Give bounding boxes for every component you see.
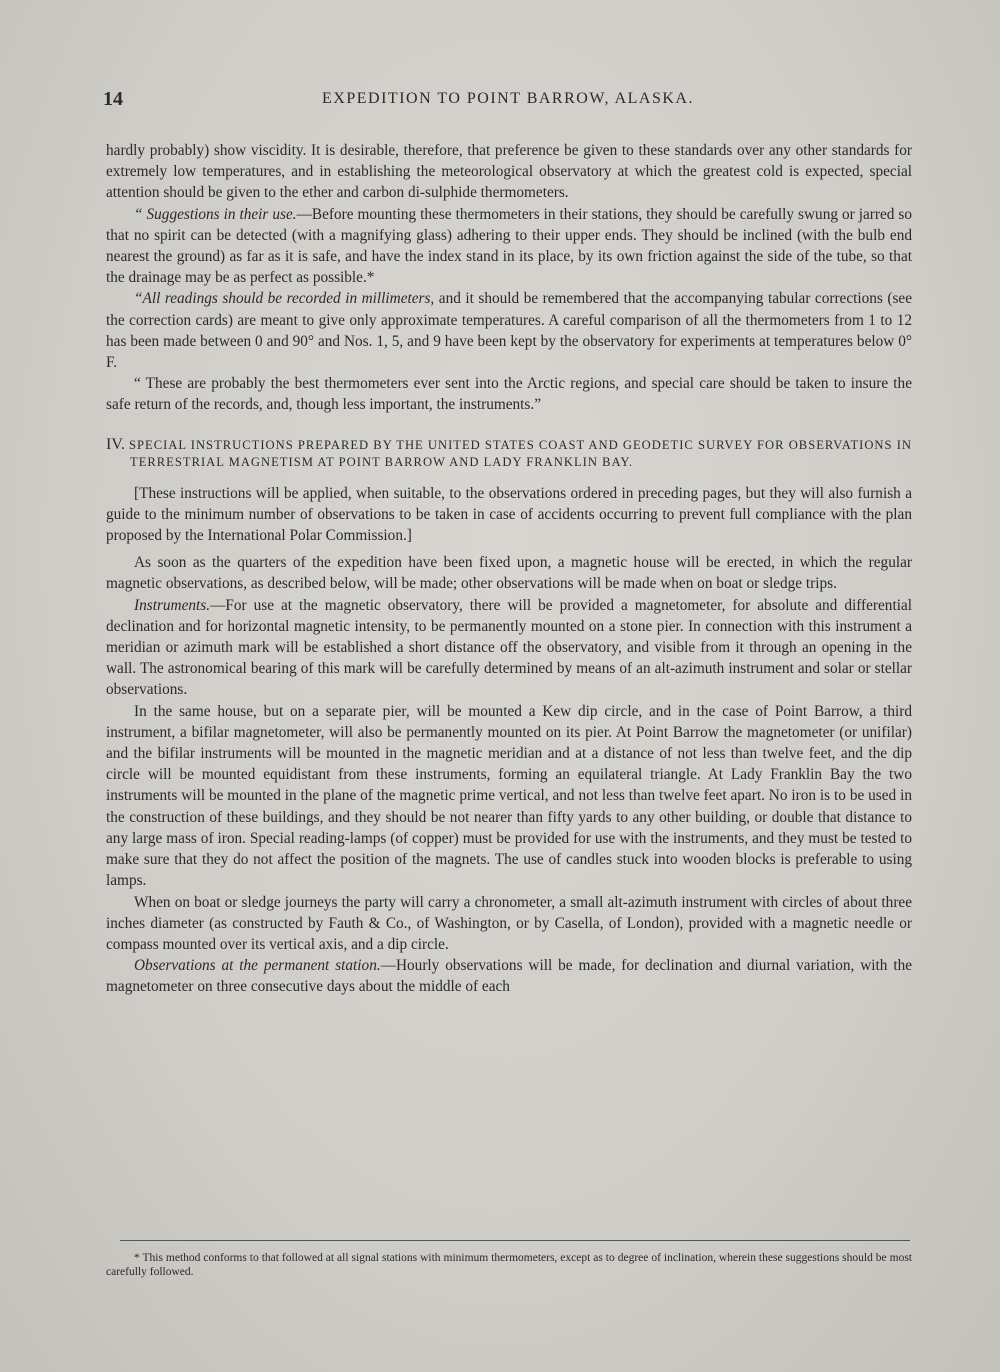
section-title: SPECIAL INSTRUCTIONS PREPARED BY THE UNITED STATES COAST AND GEODETIC SURVEY FOR OBSERVATIONS IN TERRESTRIAL MAGNETISM AT POINT BARROW AND LADY FRANKLIN BAY. [124,437,912,469]
section-heading [106,436,912,471]
footnote [106,1251,912,1279]
readings-heading: “All readings should be recorded in millimeters, [134,290,435,308]
paragraph-journeys: When on boat or sledge journeys the party will carry a chronometer, a small alt-azimuth instrument with circles of about three inches diameter (as constructed by Fauth & Co., of Washington, or by Casella, of London), provided with a magnetic needle or compass mounted over its vertical axis, and a dip circle. [106,893,912,953]
paragraph-suggestions [106,204,912,289]
footnote-divider [120,1240,910,1241]
readings-text: and it should be remembered that the accompanying tabular corrections (see the correction cards) are meant to give only approximate temperatures. A careful comparison of all the thermometers from 1 to 12 has been made between 0 and 90° and Nos. 1, 5, and 9 have been kept by the observatory for experiments at temperatures below 0° F. [106,290,913,372]
footnote-text: * This method conforms to that followed at all signal stations with minimum thermometers, except as to degree of inclination, wherein these suggestions should be most carefully followed. [106,1252,912,1278]
page-header [103,88,913,118]
instruments-heading: Instruments. [134,596,211,614]
paragraph-instruments [106,595,912,701]
paragraph-observations [106,955,912,997]
paragraph-viscidity: hardly probably) show viscidity. It is desirable, therefore, that preference be given to these standards over any other standards for extremely low temperatures, and in establishing the meteorological observatory at which the greatest cold is expected, special attention should be given to the ether and carbon di-sulphide thermometers. [106,142,912,202]
suggestions-text: —Before mounting these thermometers in their stations, they should be carefully swung or jarred so that no spirit can be detected (with a magnifying glass) adhering to their upper ends. They should be inclined (with the bulb end nearest the ground) as far as it is safe, and have the index stand in its place, by its own friction against the side of the tube, so that the drainage may be as perfect as possible.* [106,205,912,287]
page-number: 14 [103,88,123,110]
observations-heading: Observations at the permanent station. [134,957,381,975]
observations-text: —Hourly observations will be made, for declination and diurnal variation, with the magnetometer on three consecutive days about the middle of each [106,957,913,996]
suggestions-heading: “ Suggestions in their use. [134,205,297,223]
instruments-text: —For use at the magnetic observatory, there will be provided a magnetometer, for absolute and differential declination and for horizontal magnetic intensity, to be permanently mounted on a stone pier. In connection with this instrument a meridian or azimuth mark will be established a short distance off the observatory, and visible from it through an opening in the wall. The astronomical bearing of this mark will be carefully determined by means of an alt-azimuth instrument and solar or stellar observations. [106,596,912,699]
paragraph-magnetic-house: As soon as the quarters of the expedition have been fixed upon, a magnetic house will be erected, in which the regular magnetic observations, as described below, will be made; other observations will be made when on boat or sledge trips. [106,554,912,593]
body-text [106,140,912,998]
paragraph-readings [106,288,912,373]
running-head: EXPEDITION TO POINT BARROW, ALASKA. [322,90,694,107]
paragraph-dip-circle: In the same house, but on a separate pier, will be mounted a Kew dip circle, and in the case of Point Barrow, a third instrument, a bifilar magnetometer, will also be permanently mounted on its pier. At Point Barrow the magnetometer (or unifilar) and the bifilar instruments will be mounted in the magnetic meridian and at a distance of not less than twelve feet, and the dip circle will be mounted equidistant from these instruments, forming an equilateral triangle. At Lady Franklin Bay the two instruments will be mounted in the plane of the magnetic prime vertical, and not less than twelve feet apart. No iron is to be used in the construction of these buildings, and they should be not nearer than fifty yards to any other building, or double that distance to any large mass of iron. Special reading-lamps (of copper) must be provided for use with the instruments, and they must be tested to make sure that they do not affect the position of the magnets. The use of candles stuck into wooden blocks is preferable to using lamps. [106,702,912,890]
paragraph-instructions-note: [These instructions will be applied, when suitable, to the observations ordered in preceding pages, but they will also furnish a guide to the minimum number of observations to be taken in case of accidents occurring to prevent full compliance with the plan proposed by the International Polar Commission.] [106,484,912,545]
section-number: IV. [106,435,125,453]
paragraph-best-thermometers: “ These are probably the best thermometers ever sent into the Arctic regions, and special care should be taken to insure the safe return of the records, and, though less important, the instruments.” [106,375,912,414]
